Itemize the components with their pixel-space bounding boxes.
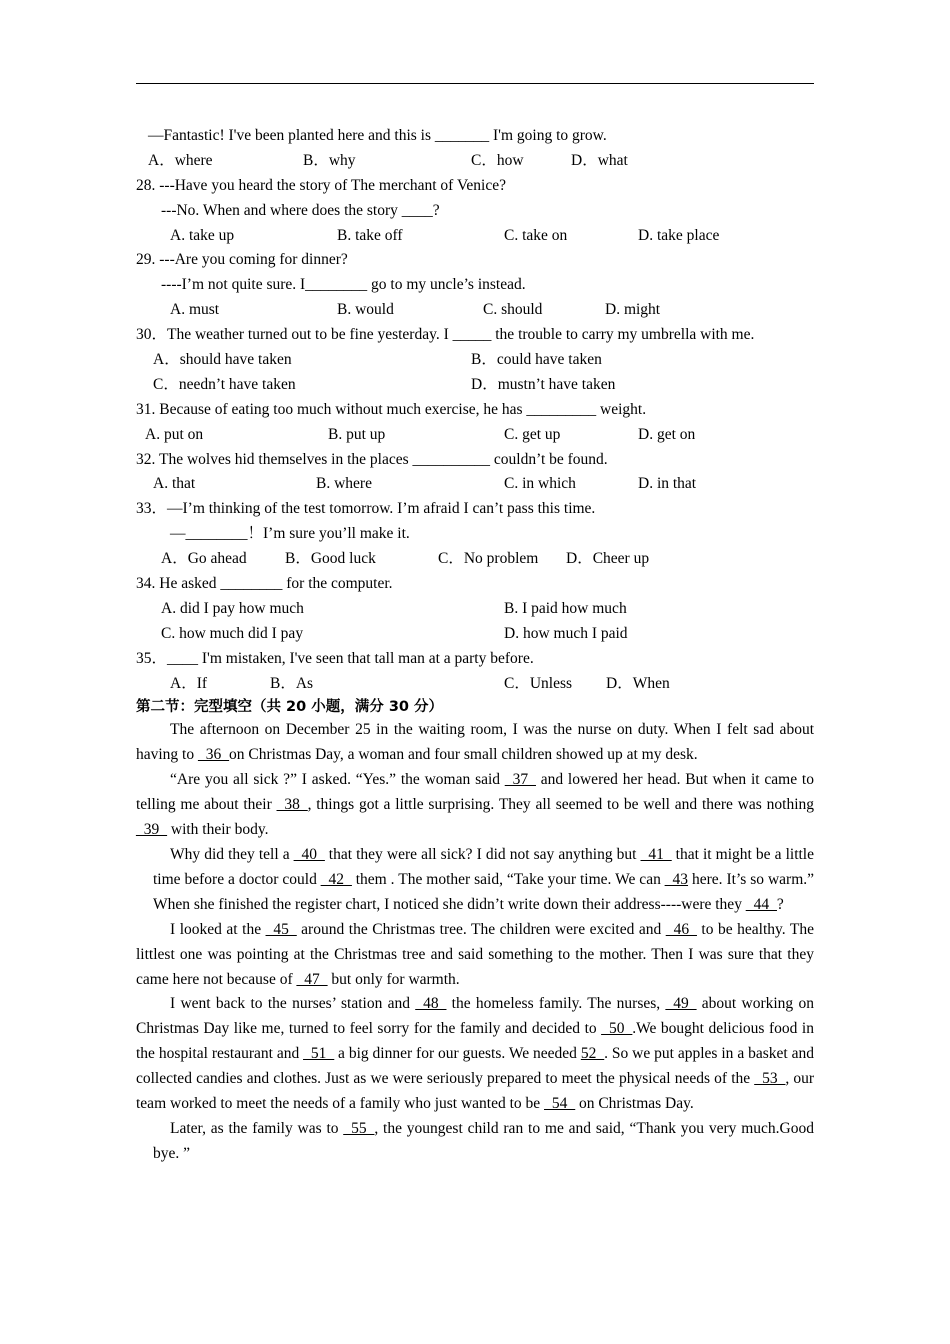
cloze-blank: 52_ bbox=[580, 1045, 605, 1063]
option: C. how much did I pay bbox=[161, 624, 304, 642]
option: D．Cheer up bbox=[566, 550, 650, 568]
cloze-paragraph: I looked at the _45_ around the Christmas tree. The children were excited and _46_ to be healthy. The littlest one was pointing at the Christmas tree and said something to the mother. Then I was sure that they came here not because of _47_ but only for warmth. bbox=[136, 920, 814, 988]
cloze-blank: _50_ bbox=[601, 1020, 633, 1038]
option: A．If bbox=[170, 674, 208, 692]
option: B. where bbox=[316, 475, 372, 493]
section-heading: 第二节：完型填空（共 20 小题，满分 30 分） bbox=[136, 699, 444, 716]
option: D. take place bbox=[638, 226, 720, 244]
option: C．needn’t have taken bbox=[153, 375, 296, 393]
cloze-blank: _44_ bbox=[745, 895, 777, 913]
option: B．As bbox=[270, 674, 314, 692]
option: C．Unless bbox=[504, 674, 573, 692]
option: B. I paid how much bbox=[504, 599, 627, 617]
option: A. did I pay how much bbox=[161, 599, 304, 617]
option-row bbox=[136, 298, 814, 323]
question-line: —Fantastic! I've been planted here and this is _______ I'm going to grow. bbox=[148, 127, 607, 144]
question-line: ---No. When and where does the story ____? bbox=[161, 201, 440, 219]
option-row bbox=[136, 423, 814, 448]
option: D. in that bbox=[638, 475, 697, 493]
option: D．what bbox=[571, 151, 628, 169]
cloze-blank: _54_ bbox=[544, 1095, 576, 1113]
question-line: 33．—I’m thinking of the test tomorrow. I’m afraid I can’t pass this time. bbox=[136, 500, 596, 518]
cloze-paragraph: The afternoon on December 25 in the waiting room, I was the nurse on duty. When I felt sad about having to _36_on Christmas Day, a woman and four small children showed up at my desk. bbox=[136, 721, 814, 764]
option-row bbox=[136, 348, 814, 373]
question-line: 31. Because of eating too much without much exercise, he has _________ weight. bbox=[136, 400, 647, 418]
cloze-blank: _55_ bbox=[343, 1119, 375, 1137]
option: B．could have taken bbox=[471, 351, 602, 369]
cloze-blank: _45_ bbox=[265, 920, 297, 938]
cloze-paragraph: Why did they tell a _40_ that they were all sick? I did not say anything but _41_ that it might be a little time before a doctor could _42_ them . The mother said, “Take your time. We can _43 here. It’s so warm.” When she finished the register chart, I noticed she didn’t write down their address----were they _44_? bbox=[153, 846, 815, 913]
cloze-blank: _37_ bbox=[504, 771, 536, 789]
option: C. get up bbox=[504, 425, 561, 443]
option-row bbox=[136, 149, 814, 174]
cloze-blank: _53_ bbox=[754, 1070, 786, 1088]
option: C．No problem bbox=[438, 550, 539, 568]
cloze-blank: _39_ bbox=[136, 821, 167, 839]
option-row bbox=[136, 672, 814, 697]
option: B. take off bbox=[337, 226, 403, 244]
cloze-paragraph: I went back to the nurses’ station and _48_ the homeless family. The nurses, _49_ about working on Christmas Day like me, turned to feel sorry for the family and decided to _50_.We bought delicious food in the hospital restaurant and _51_ a big dinner for our guests. We needed 52_. So we put apples in a basket and collected candies and clothes. Just as we were seriously prepared to meet the physical needs of the _53_, our team worked to meet the needs of a family who just wanted to be _54_ on Christmas Day. bbox=[136, 995, 814, 1113]
question-line: 28. ---Have you heard the story of The merchant of Venice? bbox=[136, 176, 506, 194]
option: A. put on bbox=[145, 425, 204, 443]
option: B．why bbox=[303, 151, 356, 169]
option: A．where bbox=[148, 151, 213, 169]
cloze-blank: _49_ bbox=[665, 995, 697, 1013]
option: B．Good luck bbox=[285, 550, 376, 568]
question-line: 30．The weather turned out to be fine yesterday. I _____ the trouble to carry my umbrella with me. bbox=[136, 326, 755, 344]
option-row bbox=[136, 597, 814, 622]
option: A．Go ahead bbox=[161, 550, 247, 568]
cloze-blank: _40_ bbox=[293, 846, 325, 864]
option-row bbox=[136, 224, 814, 249]
cloze-paragraph: Later, as the family was to _55_, the youngest child ran to me and said, “Thank you very much.Good bye. ” bbox=[153, 1119, 814, 1162]
option: A. that bbox=[153, 475, 196, 493]
option: C．how bbox=[471, 151, 524, 169]
option: D．mustn’t have taken bbox=[471, 375, 616, 393]
cloze-blank: _42_ bbox=[320, 870, 352, 888]
option-row bbox=[136, 373, 814, 398]
exam-content bbox=[136, 124, 814, 1167]
question-line: —________！I’m sure you’ll make it. bbox=[170, 525, 410, 543]
option: A. take up bbox=[170, 226, 235, 244]
option: C. should bbox=[483, 301, 543, 319]
option-row bbox=[136, 472, 814, 497]
cloze-blank: _41_ bbox=[640, 846, 672, 864]
cloze-blank: _46_ bbox=[665, 920, 697, 938]
option: D．When bbox=[606, 674, 670, 692]
option: A. must bbox=[170, 301, 220, 319]
cloze-blank: _36_ bbox=[198, 746, 229, 764]
cloze-blank: _51_ bbox=[303, 1045, 335, 1063]
option: B. put up bbox=[328, 425, 386, 443]
question-line: 29. ---Are you coming for dinner? bbox=[136, 251, 348, 269]
option-row bbox=[136, 622, 814, 647]
cloze-blank: _48_ bbox=[415, 995, 447, 1013]
cloze-paragraph: “Are you all sick ?” I asked. “Yes.” the woman said _37_ and lowered her head. But when it came to telling me about their _38_, things got a little surprising. They all seemed to be well and there was nothing _39_ with their body. bbox=[136, 771, 814, 839]
cloze-blank: _43 bbox=[664, 870, 689, 888]
option: D. how much I paid bbox=[504, 624, 628, 642]
option: D. get on bbox=[638, 425, 696, 443]
option: A．should have taken bbox=[153, 351, 292, 369]
option-row bbox=[136, 547, 814, 572]
question-line: ----I’m not quite sure. I________ go to my uncle’s instead. bbox=[161, 276, 526, 294]
option: D. might bbox=[605, 301, 661, 319]
header-rule bbox=[136, 83, 814, 84]
question-line: 32. The wolves hid themselves in the places __________ couldn’t be found. bbox=[136, 450, 608, 468]
question-line: 34. He asked ________ for the computer. bbox=[136, 575, 393, 593]
cloze-blank: _38_ bbox=[276, 796, 308, 814]
option: B. would bbox=[337, 301, 394, 319]
option: C. take on bbox=[504, 226, 568, 244]
question-line: 35．____ I'm mistaken, I've seen that tall man at a party before. bbox=[136, 649, 534, 667]
cloze-blank: _47_ bbox=[296, 970, 328, 988]
option: C. in which bbox=[504, 475, 576, 493]
